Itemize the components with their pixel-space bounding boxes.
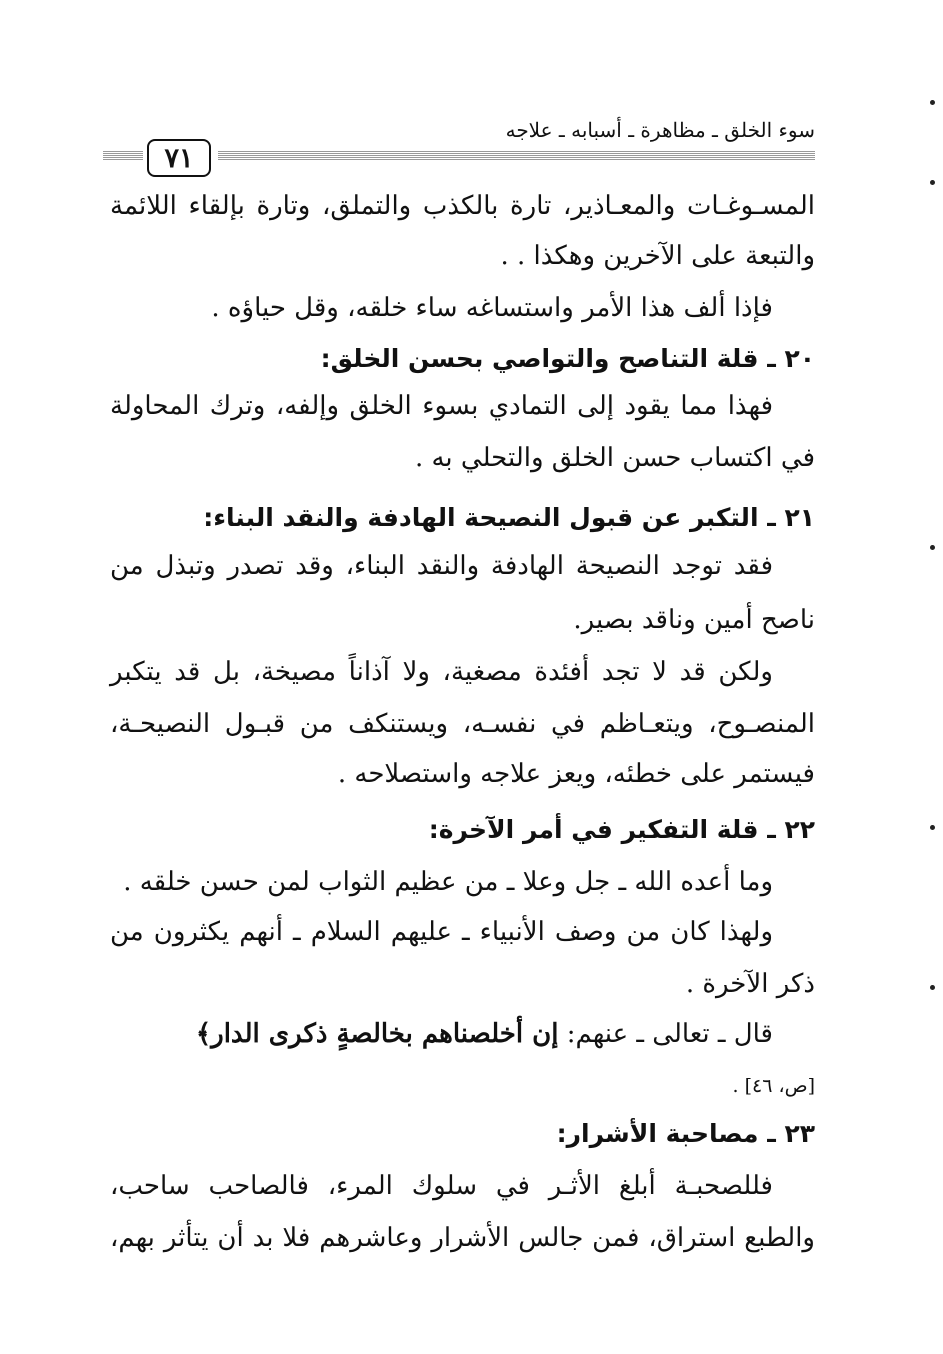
text-line: فإذا ألف هذا الأمر واستساغه ساء خلقه، وقل حياؤه .: [211, 293, 773, 323]
scan-speck: [930, 180, 935, 185]
header-rule-left: [103, 151, 143, 160]
text-line: ولهذا كان من وصف الأنبياء ـ عليهم السلام ـ أنهم يكثرون من: [110, 917, 773, 947]
text-line: وما أعده الله ـ جل وعلا ـ من عظيم الثواب لمن حسن خلقه .: [123, 867, 773, 897]
text-line: في اكتساب حسن الخلق والتحلي به .: [414, 443, 815, 473]
text-line: المسـوغـات والمعـاذير، تارة بالكذب والتملق، وتارة بإلقاء اللائمة: [110, 191, 815, 221]
text-line: المنصـوح، ويتعـاظم في نفسـه، ويستنكف من قبـول النصيحـة،: [110, 709, 815, 739]
text-line: ناصح أمين وناقد بصير.: [573, 605, 815, 635]
text-line: ذكر الآخرة .: [685, 969, 815, 999]
section-heading-23: ٢٣ ـ مصاحبة الأشرار:: [556, 1119, 815, 1148]
section-heading-21: ٢١ ـ التكبر عن قبول النصيحة الهادفة والنقد البناء:: [203, 503, 815, 532]
scan-speck: [930, 825, 935, 830]
text-line: ولكن قد لا تجد أفئدة مصغية، ولا آذاناً مصيخة، بل قد يتكبر: [110, 657, 773, 687]
section-heading-20: ٢٠ ـ قلة التناصح والتواصي بحسن الخلق:: [320, 344, 815, 373]
quran-verse: إن أخلصناهم بخالصةٍ ذكرى الدار﴾: [195, 1019, 559, 1049]
running-title: سوء الخلق ـ مظاهرة ـ أسبابه ـ علاجه: [505, 118, 815, 142]
text-line: فهذا مما يقود إلى التمادي بسوء الخلق وإلفه، وترك المحاولة: [110, 391, 773, 421]
page-number: ٧١: [147, 139, 211, 177]
verse-citation: [ص، ٤٦] .: [732, 1075, 815, 1097]
scan-speck: [930, 985, 935, 990]
scan-speck: [930, 100, 935, 105]
quran-quote-line: [140, 1014, 773, 1054]
text-line: فقد توجد النصيحة الهادفة والنقد البناء، وقد تصدر وتبذل من: [110, 551, 773, 581]
text-line: فيستمر على خطئه، ويعز علاجه واستصلاحه .: [337, 759, 815, 789]
text-line: والطبع استراق، فمن جالس الأشرار وعاشرهم فلا بد أن يتأثر بهم،: [110, 1223, 815, 1253]
quote-intro: قال ـ تعالى ـ عنهم:: [566, 1019, 773, 1049]
header-rule-right: [218, 151, 815, 160]
text-line: والتبعة على الآخرين وهكذا . .: [500, 241, 815, 271]
section-heading-22: ٢٢ ـ قلة التفكير في أمر الآخرة:: [428, 815, 815, 844]
text-line: فللصحبـة أبلغ الأثـر في سلوك المرء، فالصاحب ساحب،: [110, 1171, 773, 1201]
scan-speck: [930, 545, 935, 550]
